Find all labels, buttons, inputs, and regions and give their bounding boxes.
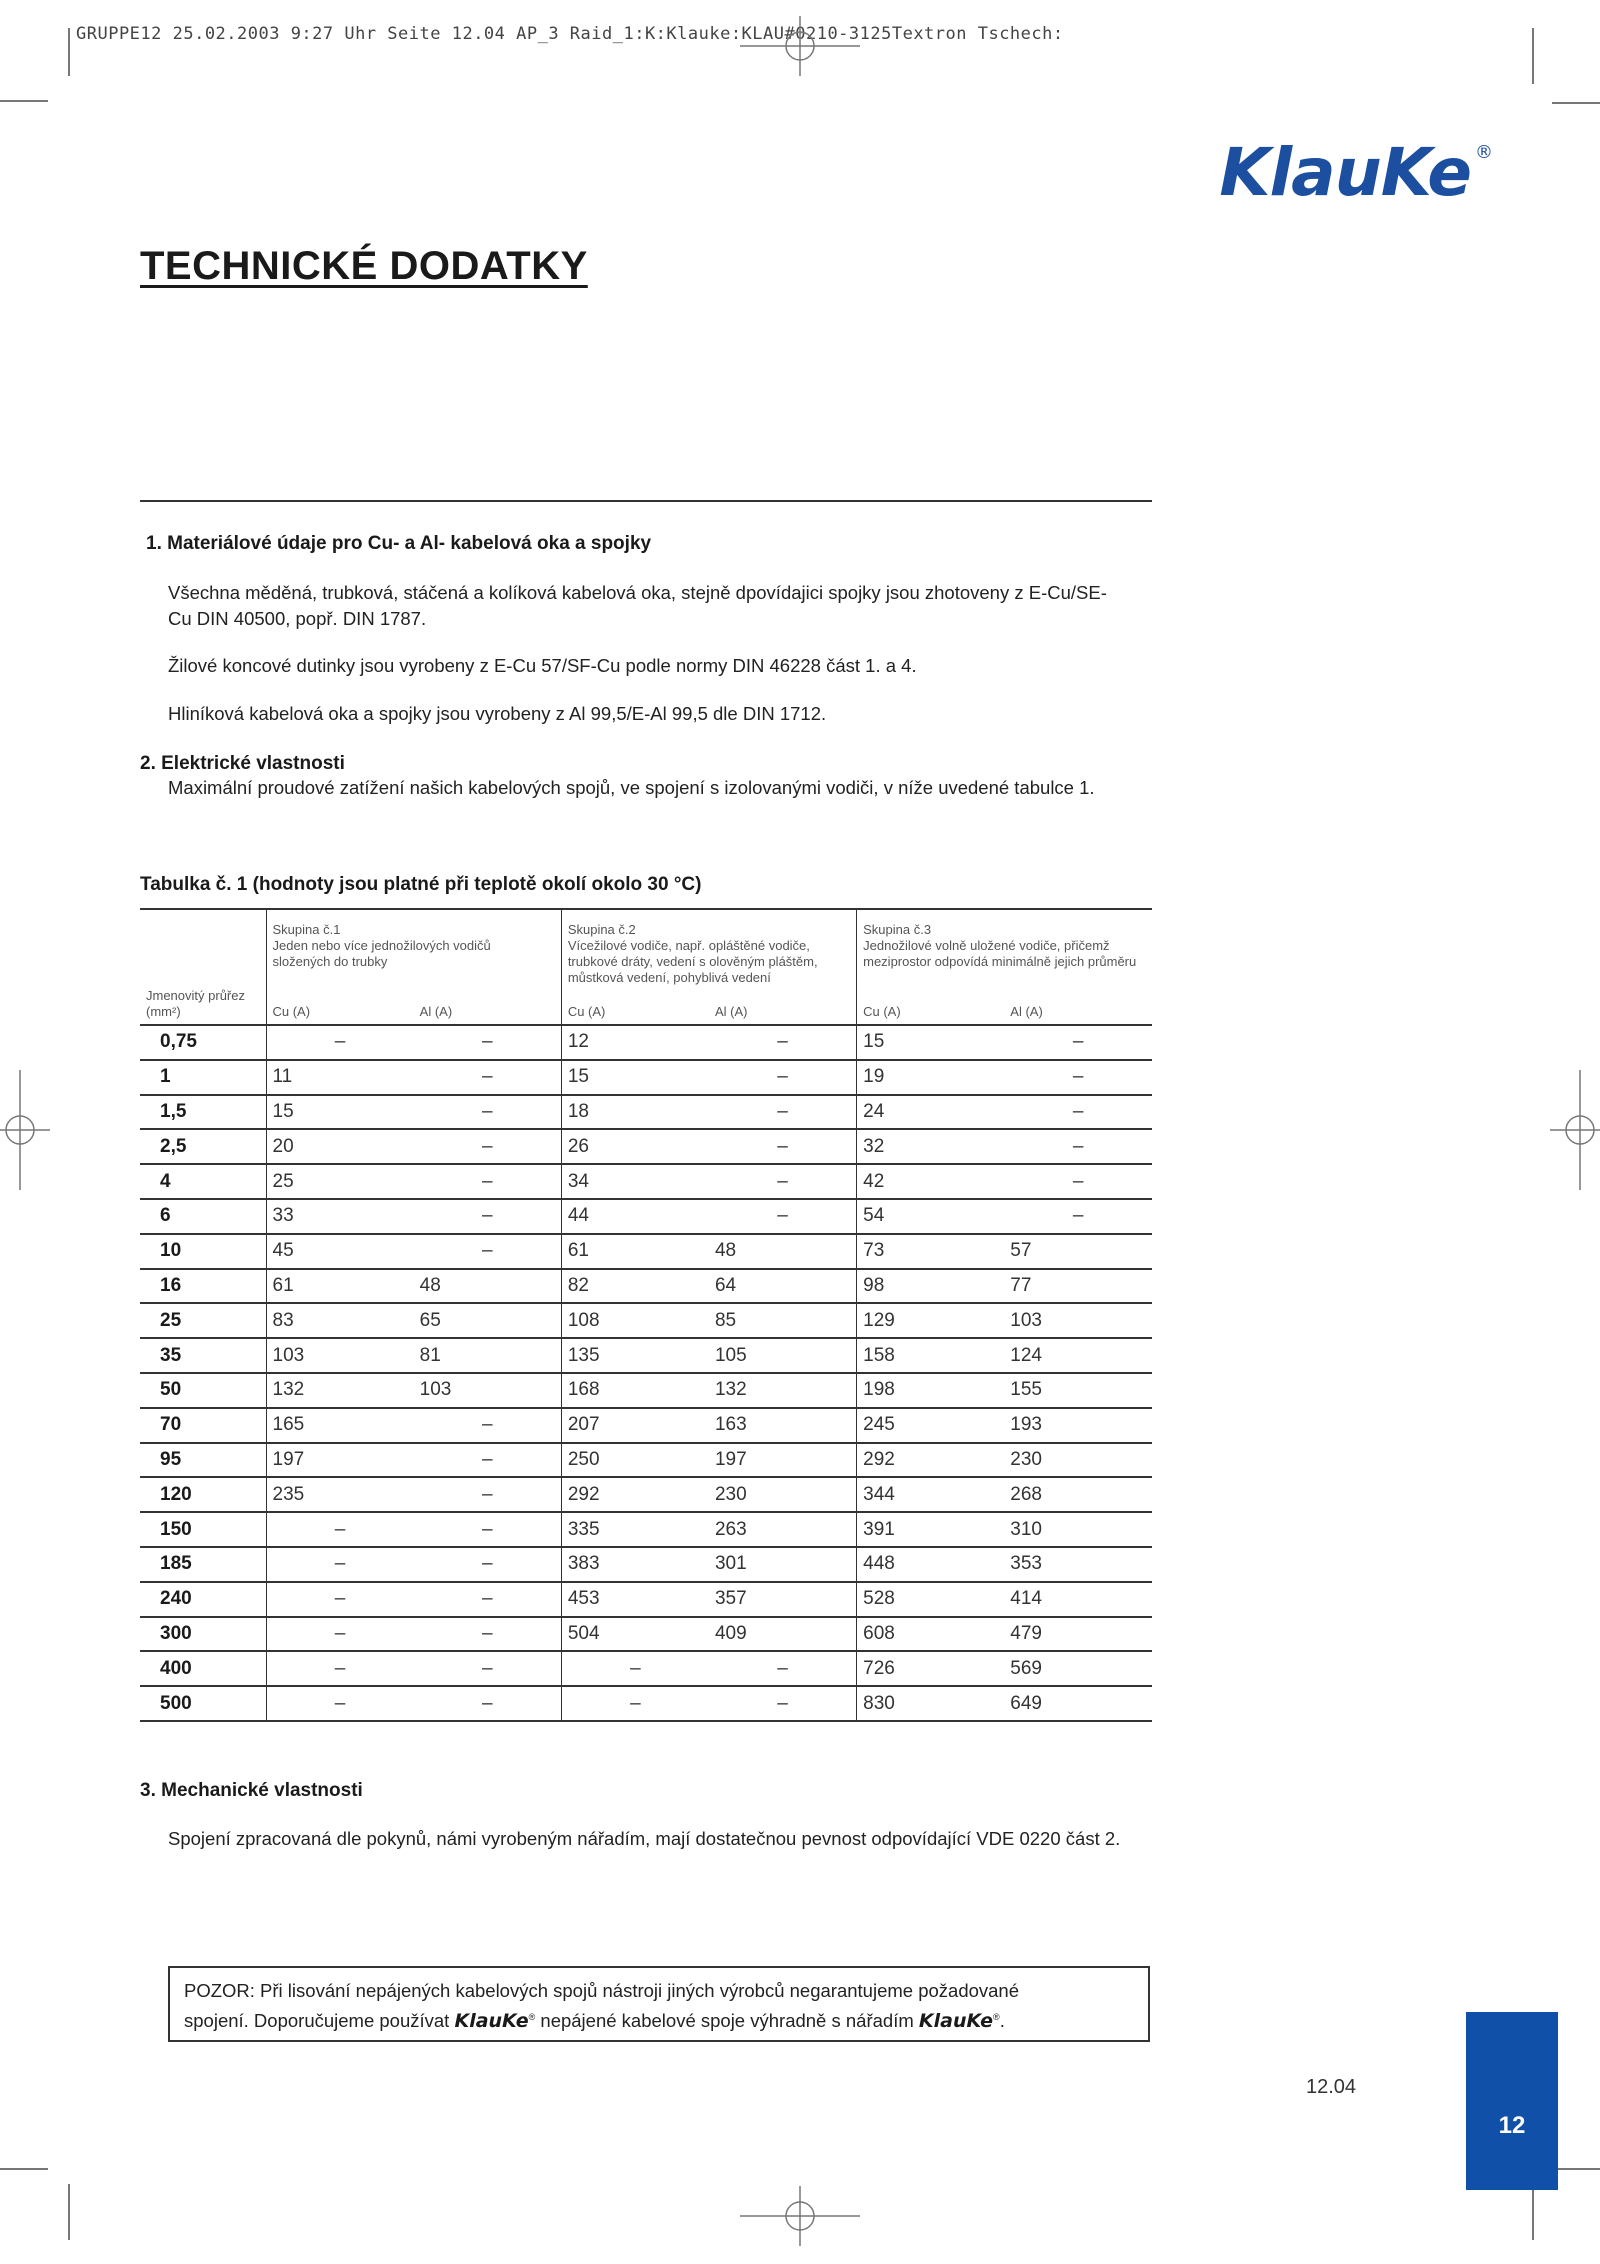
rating-cell: 608 [857,1617,1005,1652]
rating-cell: – [709,1025,857,1060]
crop-mark [1552,102,1600,104]
rating-cell: – [414,1547,562,1582]
inline-klauke-logo: KlauKe [454,2010,529,2033]
group-desc: Jeden nebo více jednožilových vodičů složených do trubky [272,938,491,969]
section1-paragraph: Všechna měděná, trubková, stáčená a kolíková kabelová oka, stejně dpovídajici spojky jsou zhotoveny z E-Cu/SE-Cu DIN 40500, popř. DIN 1787. [168,582,1107,629]
rating-cell: 19 [857,1060,1005,1095]
rating-cell: – [414,1095,562,1130]
rating-cell: 230 [1004,1443,1152,1478]
rating-cell: 103 [266,1338,414,1373]
section-divider [140,500,1152,502]
cross-section-cell: 10 [140,1234,266,1269]
rating-cell: 344 [857,1477,1005,1512]
rating-cell: 165 [266,1408,414,1443]
warning-note [168,1966,1150,2042]
rating-cell: 83 [266,1303,414,1338]
rating-cell: 61 [561,1234,709,1269]
cross-section-cell: 240 [140,1582,266,1617]
rating-cell: – [709,1060,857,1095]
cross-section-cell: 500 [140,1686,266,1721]
rating-cell: 357 [709,1582,857,1617]
inline-klauke-logo: KlauKe [918,2010,994,2033]
page-number: 12 [1498,2112,1526,2139]
rating-cell: – [709,1199,857,1234]
rating-cell: 135 [561,1338,709,1373]
rating-cell: – [561,1651,709,1686]
crop-mark [0,2168,48,2170]
table-row [140,1582,1152,1617]
rating-cell: – [266,1686,414,1721]
rating-cell: 335 [561,1512,709,1547]
rating-cell: – [414,1164,562,1199]
column-header: Al (A) [414,986,562,1025]
rating-cell: 73 [857,1234,1005,1269]
section1-paragraph: Žilové koncové dutinky jsou vyrobeny z E-Cu 57/SF-Cu podle normy DIN 46228 část 1. a 4. [168,655,917,676]
rating-cell: 292 [561,1477,709,1512]
cross-section-cell: 120 [140,1477,266,1512]
rating-cell: 124 [1004,1338,1152,1373]
table-row [140,1269,1152,1304]
rating-cell: – [414,1617,562,1652]
rating-cell: 235 [266,1477,414,1512]
rating-cell: 207 [561,1408,709,1443]
rating-cell: – [1004,1164,1152,1199]
rating-cell: 132 [709,1373,857,1408]
table-row [140,1095,1152,1130]
registration-mark [740,2186,860,2246]
group-header [857,909,1152,986]
cross-section-cell: 70 [140,1408,266,1443]
rating-cell: – [709,1651,857,1686]
rating-cell: – [709,1129,857,1164]
rating-cell: – [709,1164,857,1199]
rating-cell: 198 [857,1373,1005,1408]
section2-text: Maximální proudové zatížení našich kabelových spojů, ve spojení s izolovanými vodiči, v níže uvedené tabulce 1. [168,777,1095,798]
table-row [140,1686,1152,1721]
table-caption: Tabulka č. 1 (hodnoty jsou platné při teplotě okolí okolo 30 °C) [140,874,702,895]
crop-mark [68,28,70,76]
cross-section-cell: 400 [140,1651,266,1686]
rating-cell: 15 [266,1095,414,1130]
section1-paragraph: Hliníková kabelová oka a spojky jsou vyrobeny z Al 99,5/E-Al 99,5 dle DIN 1712. [168,703,827,724]
rating-cell: 48 [709,1234,857,1269]
rating-cell: 301 [709,1547,857,1582]
cross-section-cell: 300 [140,1617,266,1652]
rating-cell: 129 [857,1303,1005,1338]
rating-cell: 34 [561,1164,709,1199]
page-number-box [1466,2012,1558,2190]
page-title: TECHNICKÉ DODATKY [140,244,588,288]
rating-cell: 448 [857,1547,1005,1582]
column-header: Al (A) [709,986,857,1025]
cross-section-cell: 6 [140,1199,266,1234]
rating-cell: 479 [1004,1617,1152,1652]
rating-cell: – [414,1443,562,1478]
rating-cell: – [414,1129,562,1164]
rating-cell: – [414,1651,562,1686]
cross-section-cell: 1 [140,1060,266,1095]
rating-cell: 26 [561,1129,709,1164]
rating-cell: 11 [266,1060,414,1095]
note-line: POZOR: Při lisování nepájených kabelových spojů nástroji jiných výrobců negarantujeme požadované [184,1980,1020,2001]
rating-cell: 98 [857,1269,1005,1304]
rating-cell: 82 [561,1269,709,1304]
rating-cell: 230 [709,1477,857,1512]
rating-cell: 108 [561,1303,709,1338]
rating-cell: – [561,1686,709,1721]
rating-cell: 569 [1004,1651,1152,1686]
rating-cell: 453 [561,1582,709,1617]
rating-cell: – [414,1477,562,1512]
cross-section-cell: 95 [140,1443,266,1478]
rating-cell: 81 [414,1338,562,1373]
rating-cell: – [414,1199,562,1234]
rating-cell: 15 [857,1025,1005,1060]
current-rating-table [140,908,1152,1722]
note-line: spojení. Doporučujeme používat KlauKe® nepájené kabelové spoje výhradně s nářadím KlauKe®. [184,2010,1005,2033]
rating-cell: 54 [857,1199,1005,1234]
section3-heading: 3. Mechanické vlastnosti [140,1780,363,1801]
table-row [140,1129,1152,1164]
rating-cell: – [414,1582,562,1617]
rating-cell: – [1004,1129,1152,1164]
cross-section-cell: 2,5 [140,1129,266,1164]
rating-cell: – [709,1095,857,1130]
group-desc: Jednožilové volně uložené vodiče, přičemž meziprostor odpovídá minimálně jejich průměru [863,938,1137,969]
crop-mark [1532,2184,1534,2240]
crop-mark [68,2184,70,2240]
crop-mark [0,100,48,102]
rating-cell: 132 [266,1373,414,1408]
section1-heading: 1. Materiálové údaje pro Cu- a Al- kabelová oka a spojky [146,533,652,554]
table-row [140,1443,1152,1478]
rating-cell: 197 [709,1443,857,1478]
rating-cell: 77 [1004,1269,1152,1304]
group-header [561,909,856,986]
registration-mark [740,16,860,76]
table-row [140,1025,1152,1060]
table-row [140,1512,1152,1547]
rating-cell: 57 [1004,1234,1152,1269]
table-row [140,1617,1152,1652]
rating-cell: 158 [857,1338,1005,1373]
table-row [140,1199,1152,1234]
rating-cell: – [266,1617,414,1652]
table-row [140,1373,1152,1408]
table-row [140,1303,1152,1338]
rating-cell: – [266,1651,414,1686]
table-row [140,1651,1152,1686]
table-row [140,1408,1152,1443]
rating-cell: 197 [266,1443,414,1478]
rating-cell: 65 [414,1303,562,1338]
rating-cell: 24 [857,1095,1005,1130]
rating-cell: 310 [1004,1512,1152,1547]
rating-cell: 105 [709,1338,857,1373]
rating-cell: 48 [414,1269,562,1304]
table-row [140,1234,1152,1269]
rating-cell: 353 [1004,1547,1152,1582]
rating-cell: 42 [857,1164,1005,1199]
crop-mark [1532,28,1534,84]
cross-section-cell: 50 [140,1373,266,1408]
rating-cell: – [1004,1095,1152,1130]
rating-cell: 103 [414,1373,562,1408]
cross-section-cell: 4 [140,1164,266,1199]
cross-section-cell: 35 [140,1338,266,1373]
cross-section-cell: 16 [140,1269,266,1304]
group-title: Skupina č.2 [567,922,636,937]
section3-text: Spojení zpracovaná dle pokynů, námi vyrobeným nářadím, mají dostatečnou pevnost odpovídající VDE 0220 část 2. [168,1828,1121,1849]
column-header: Cu (A) [857,986,1005,1025]
rating-cell: 163 [709,1408,857,1443]
printer-slug: GRUPPE12 25.02.2003 9:27 Uhr Seite 12.04 AP_3 Raid_1:K:Klauke:KLAU#0210-3125Textron Tschech: [76,24,1064,44]
row-label-header: Jmenovitý průřez (mm²) [140,909,266,1025]
rating-cell: – [266,1582,414,1617]
rating-cell: 193 [1004,1408,1152,1443]
rating-cell: – [266,1512,414,1547]
section2-heading: 2. Elektrické vlastnosti [140,753,345,774]
rating-cell: – [414,1408,562,1443]
cross-section-cell: 1,5 [140,1095,266,1130]
rating-cell: 33 [266,1199,414,1234]
rating-cell: – [414,1512,562,1547]
rating-cell: 168 [561,1373,709,1408]
column-header: Al (A) [1004,986,1152,1025]
rating-cell: – [1004,1060,1152,1095]
rating-cell: – [1004,1199,1152,1234]
rating-cell: 18 [561,1095,709,1130]
table-row [140,1547,1152,1582]
registered-mark: ® [1475,142,1492,163]
registration-mark [0,1070,50,1190]
rating-cell: 61 [266,1269,414,1304]
rating-cell: – [266,1547,414,1582]
rating-cell: 64 [709,1269,857,1304]
rating-cell: 726 [857,1651,1005,1686]
rating-cell: 414 [1004,1582,1152,1617]
rating-cell: 25 [266,1164,414,1199]
rating-cell: – [414,1060,562,1095]
klauke-logo [1219,134,1492,211]
crop-mark [1552,2168,1600,2170]
logo-text: KlauKe [1219,134,1471,211]
table-row [140,1164,1152,1199]
table-row [140,1477,1152,1512]
cross-section-cell: 0,75 [140,1025,266,1060]
rating-cell: – [1004,1025,1152,1060]
rating-cell: 292 [857,1443,1005,1478]
registration-mark [1550,1070,1600,1190]
rating-cell: – [414,1686,562,1721]
rating-cell: – [709,1686,857,1721]
rating-cell: 383 [561,1547,709,1582]
rating-cell: 245 [857,1408,1005,1443]
rating-cell: 263 [709,1512,857,1547]
rating-cell: 12 [561,1025,709,1060]
rating-cell: 20 [266,1129,414,1164]
rating-cell: 44 [561,1199,709,1234]
group-desc: Vícežilové vodiče, např. opláštěné vodiče, trubkové dráty, vedení s olověným pláštěm, můstková vedení, pohyblivá vedení [567,938,818,985]
rating-cell: 649 [1004,1686,1152,1721]
rating-cell: 103 [1004,1303,1152,1338]
column-header: Cu (A) [266,986,414,1025]
rating-cell: 268 [1004,1477,1152,1512]
rating-cell: 155 [1004,1373,1152,1408]
group-title: Skupina č.1 [272,922,341,937]
table-row [140,1060,1152,1095]
rating-cell: 250 [561,1443,709,1478]
column-header: Cu (A) [561,986,709,1025]
rating-cell: 504 [561,1617,709,1652]
rating-cell: 85 [709,1303,857,1338]
rating-cell: – [414,1234,562,1269]
table-body [140,1025,1152,1721]
rating-cell: 528 [857,1582,1005,1617]
rating-cell: – [414,1025,562,1060]
edition-date: 12.04 [1306,2076,1357,2098]
group-header [266,909,561,986]
cross-section-cell: 185 [140,1547,266,1582]
rating-cell: 830 [857,1686,1005,1721]
rating-cell: 391 [857,1512,1005,1547]
rating-cell: – [266,1025,414,1060]
rating-cell: 32 [857,1129,1005,1164]
rating-cell: 409 [709,1617,857,1652]
cross-section-cell: 150 [140,1512,266,1547]
table-row [140,1338,1152,1373]
cross-section-cell: 25 [140,1303,266,1338]
rating-cell: 45 [266,1234,414,1269]
rating-cell: 15 [561,1060,709,1095]
group-title: Skupina č.3 [863,922,932,937]
